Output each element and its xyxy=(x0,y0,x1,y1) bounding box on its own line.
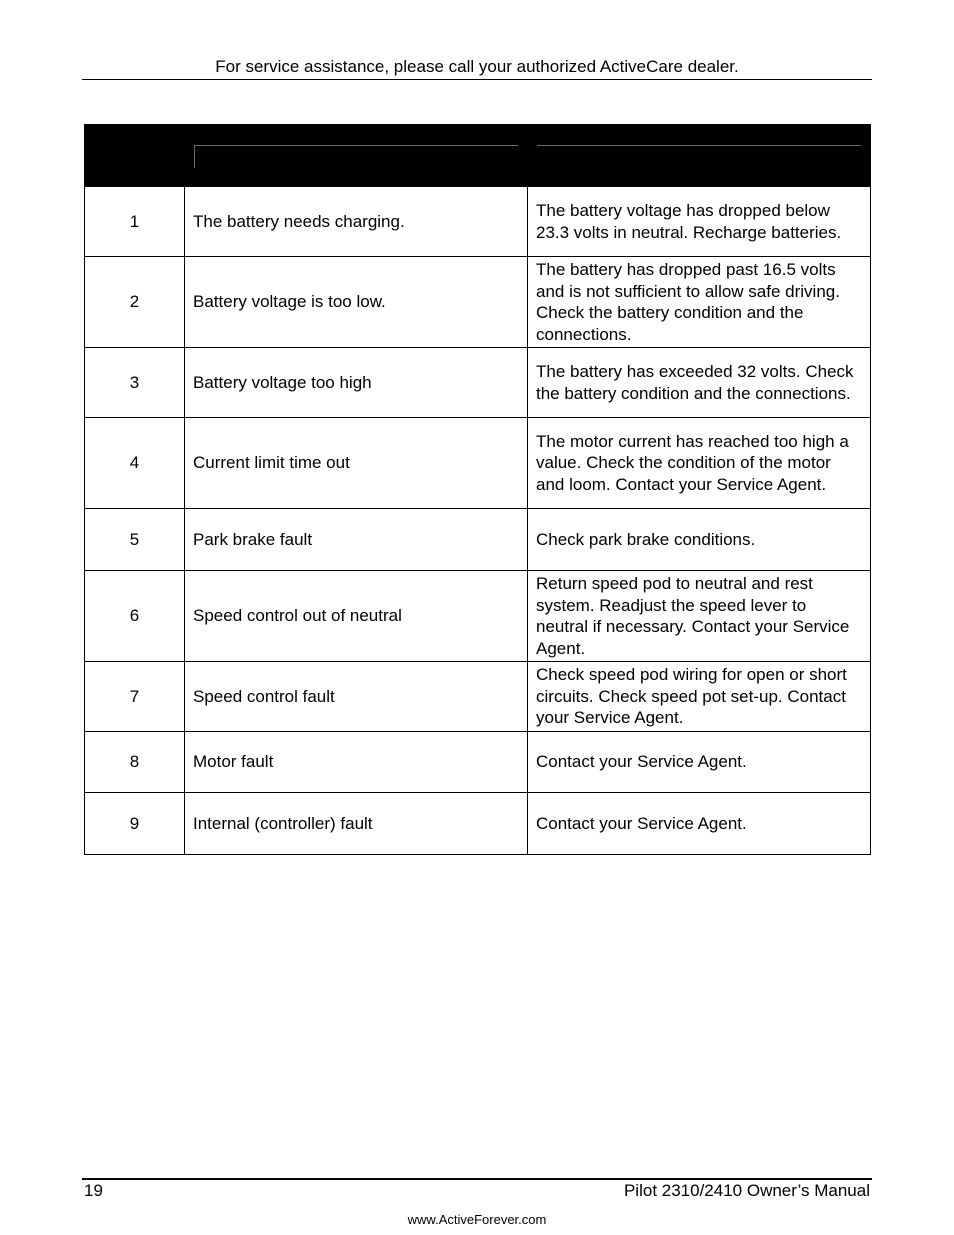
fault-description: The battery needs charging. xyxy=(185,187,528,257)
corrective-action: The battery has dropped past 16.5 volts and is not sufficient to allow safe driving. Check the battery condition and the connections. xyxy=(528,257,871,348)
corrective-action: Check park brake conditions. xyxy=(528,509,871,571)
page-number: 19 xyxy=(84,1181,103,1200)
fault-description: Speed control fault xyxy=(185,662,528,732)
fault-description: Park brake fault xyxy=(185,509,528,571)
header-cell-number xyxy=(85,125,185,187)
page-header: For service assistance, please call your authorized ActiveCare dealer. xyxy=(215,57,739,76)
corrective-action: The battery has exceeded 32 volts. Check the battery condition and the connections. xyxy=(528,348,871,418)
header-cell-action xyxy=(528,125,871,187)
fault-description: Internal (controller) fault xyxy=(185,793,528,855)
table-row xyxy=(85,732,871,793)
footer-divider xyxy=(82,1178,872,1180)
website-url: www.ActiveForever.com xyxy=(407,1212,547,1227)
table-row xyxy=(85,348,871,418)
fault-description: Motor fault xyxy=(185,732,528,793)
corrective-action: Check speed pod wiring for open or short circuits. Check speed pot set-up. Contact your Service Agent. xyxy=(528,662,871,732)
table-header-row xyxy=(85,125,871,187)
corrective-action: Contact your Service Agent. xyxy=(528,732,871,793)
table-row xyxy=(85,257,871,348)
corrective-action: Contact your Service Agent. xyxy=(528,793,871,855)
flash-count: 2 xyxy=(85,257,185,348)
table-row xyxy=(85,662,871,732)
flash-count: 7 xyxy=(85,662,185,732)
fault-description: Battery voltage is too low. xyxy=(185,257,528,348)
manual-title: Pilot 2310/2410 Owner’s Manual xyxy=(623,1181,870,1200)
table-row xyxy=(85,571,871,662)
header-divider xyxy=(82,79,872,80)
fault-description: Current limit time out xyxy=(185,418,528,509)
table-row xyxy=(85,187,871,257)
flash-count: 8 xyxy=(85,732,185,793)
fault-description: Speed control out of neutral xyxy=(185,571,528,662)
fault-description: Battery voltage too high xyxy=(185,348,528,418)
table-row xyxy=(85,793,871,855)
fault-table xyxy=(84,124,871,855)
flash-count: 9 xyxy=(85,793,185,855)
corrective-action: Return speed pod to neutral and rest system. Readjust the speed lever to neutral if necessary. Contact your Service Agent. xyxy=(528,571,871,662)
table-row xyxy=(85,418,871,509)
flash-count: 5 xyxy=(85,509,185,571)
corrective-action: The battery voltage has dropped below 23.3 volts in neutral. Recharge batteries. xyxy=(528,187,871,257)
header-cell-fault xyxy=(185,125,528,187)
flash-count: 1 xyxy=(85,187,185,257)
table-row xyxy=(85,509,871,571)
corrective-action: The motor current has reached too high a value. Check the condition of the motor and loom. Contact your Service Agent. xyxy=(528,418,871,509)
flash-count: 6 xyxy=(85,571,185,662)
flash-count: 3 xyxy=(85,348,185,418)
flash-count: 4 xyxy=(85,418,185,509)
